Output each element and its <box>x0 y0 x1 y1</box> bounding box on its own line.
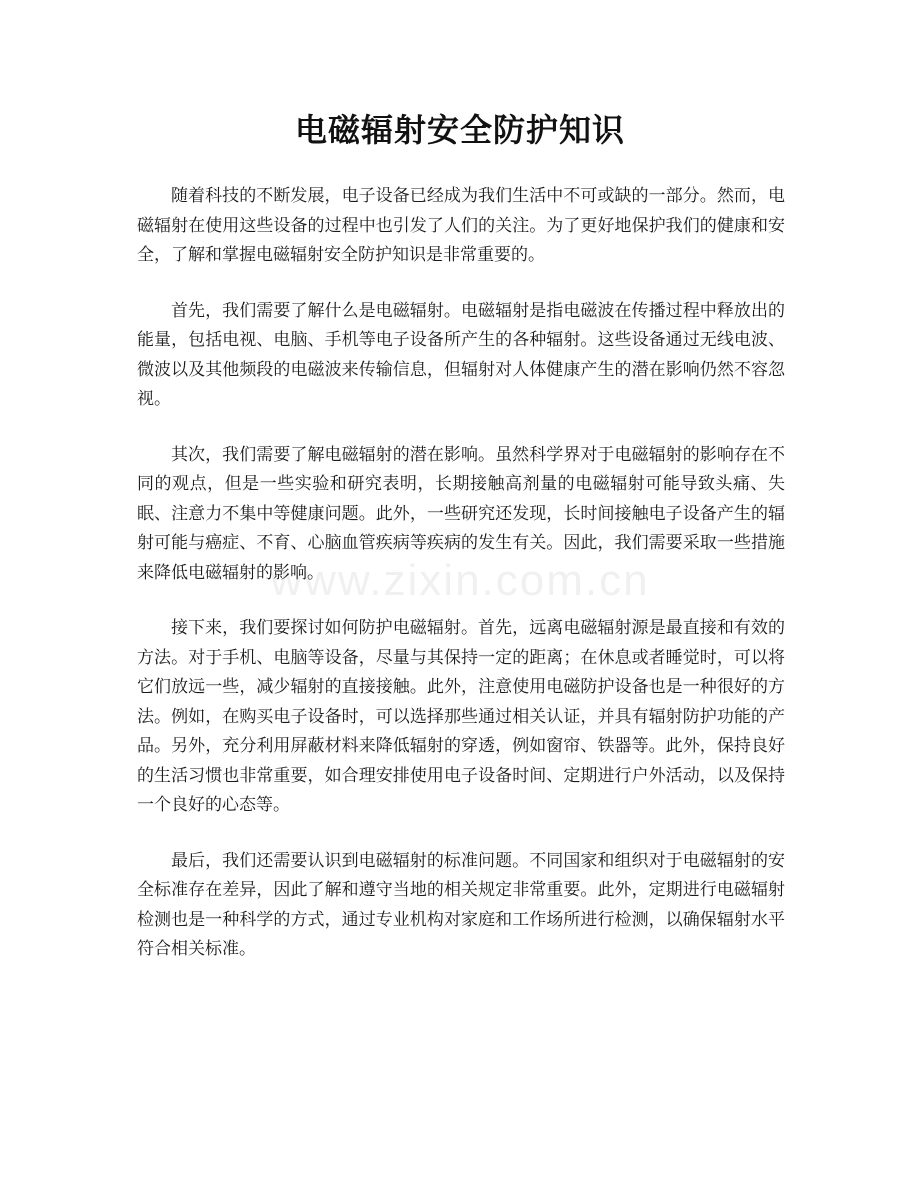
paragraph-intro: 随着科技的不断发展，电子设备已经成为我们生活中不可或缺的一部分。然而，电磁辐射在使用这些设备的过程中也引发了人们的关注。为了更好地保护我们的健康和安全，了解和掌握电磁辐射安全防护知识是非常重要的。 <box>137 186 785 265</box>
paragraph-standards: 最后，我们还需要认识到电磁辐射的标准问题。不同国家和组织对于电磁辐射的安全标准存在差异，因此了解和遵守当地的相关规定非常重要。此外，定期进行电磁辐射检测也是一种科学的方式，通过专业机构对家庭和工作场所进行检测，以确保辐射水平符合相关标准。 <box>137 850 785 959</box>
document-body <box>137 182 785 991</box>
paragraph-effects: 其次，我们需要了解电磁辐射的潜在影响。虽然科学界对于电磁辐射的影响存在不同的观点，但是一些实验和研究表明，长期接触高剂量的电磁辐射可能导致头痛、失眠、注意力不集中等健康问题。此外，一些研究还发现，长时间接触电子设备产生的辐射可能与癌症、不育、心脑血管疾病等疾病的发生有关。因此，我们需要采取一些措施来降低电磁辐射的影响。 <box>137 444 785 583</box>
paragraph-protection: 接下来，我们要探讨如何防护电磁辐射。首先，远离电磁辐射源是最直接和有效的方法。对于手机、电脑等设备，尽量与其保持一定的距离；在休息或者睡觉时，可以将它们放远一些，减少辐射的直接接触。此外，注意使用电磁防护设备也是一种很好的方法。例如，在购买电子设备时，可以选择那些通过相关认证，并具有辐射防护功能的产品。另外，充分利用屏蔽材料来降低辐射的穿透，例如窗帘、铁器等。此外，保持良好的生活习惯也非常重要，如合理安排使用电子设备时间、定期进行户外活动，以及保持一个良好的心态等。 <box>137 618 785 815</box>
paragraph-definition: 首先，我们需要了解什么是电磁辐射。电磁辐射是指电磁波在传播过程中释放出的能量，包括电视、电脑、手机等电子设备所产生的各种辐射。这些设备通过无线电波、微波以及其他频段的电磁波来传输信息，但辐射对人体健康产生的潜在影响仍然不容忽视。 <box>137 300 785 409</box>
watermark: www.zixin.com.cn <box>270 556 650 605</box>
page-title: 电磁辐射安全防护知识 <box>294 111 625 149</box>
